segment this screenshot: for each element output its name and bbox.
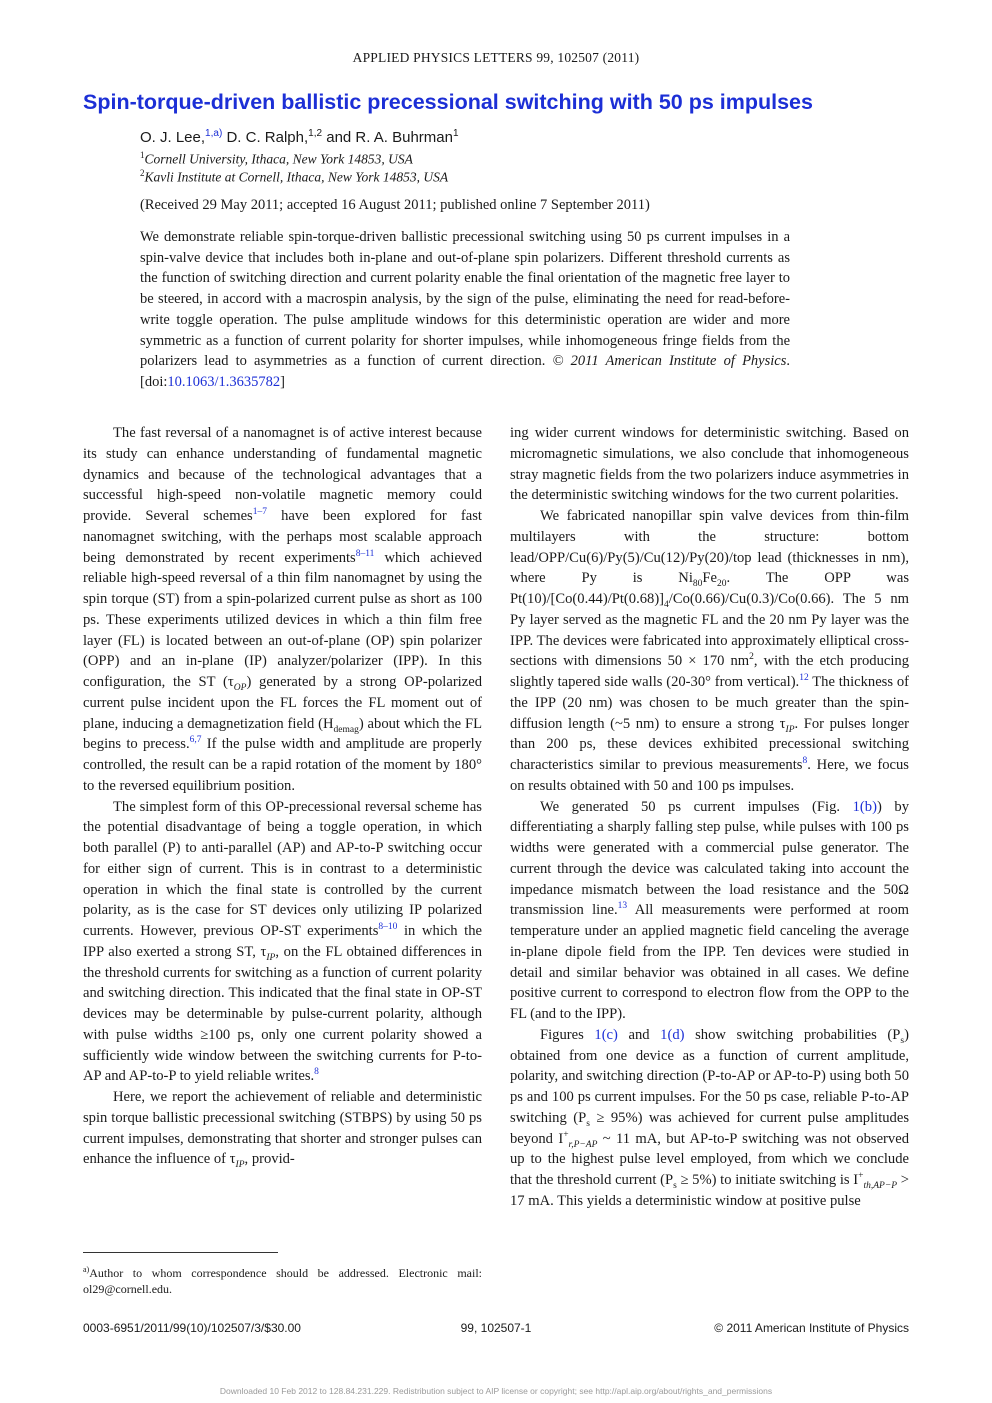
paper-title: Spin-torque-driven ballistic precessional switching with 50 ps impulses <box>83 90 813 114</box>
citation-link[interactable]: 1–7 <box>252 507 267 518</box>
author-affiliation-mark: 1 <box>452 128 459 139</box>
figure-reference-link[interactable]: 1(d) <box>660 1026 685 1043</box>
journal-header: APPLIED PHYSICS LETTERS 99, 102507 (2011) <box>352 50 640 65</box>
author-name: and R. A. Buhrman <box>322 129 453 146</box>
paragraph: The simplest form of this OP-precessional reversal scheme has the potential disadvantage of being a toggle operation, in which both parallel (P) to anti-parallel (AP) and AP-to-P switching occur for either sign of current. This is in contrast to a deterministic operation in which the final state is controlled by the current polarity, as is the case for ST devices only utilizing IP polarized currents. However, previous OP-ST experiments$^{8-10}$ in which the IPP also exerted a strong ST, $\tau_{IP}$, on the FL obtained differences in the threshold currents for switching as a function of current polarity and switching direction. This indicated that the final state in OP-ST devices may be determinable by pulse-current polarity, although with pulse widths ≥100 ps, only one current polarity showed a sufficiently wide window between the switching currents for P-to-AP and AP-to-P to yield reliable writes.$^8$ <box>83 798 483 1085</box>
footer-issn: 0003-6951/2011/99(10)/102507/3/$30.00 <box>83 1321 301 1335</box>
figure-reference-link[interactable]: 1(c) <box>594 1026 618 1043</box>
paragraph: We fabricated nanopillar spin valve devices from thin-film multilayers with the structure: bottom lead/OPP/Cu(6)/Py(5)/Cu(12)/Py(20)/top lead (thicknesses in nm), where Py is $Ni_{80}Fe_{20}$. The OPP was $Pt(10)/[Co(0.44)/Pt(0.68)]_4/Co(0.66)/Cu(0.3)/Co(0.66)$. The 5 nm Py layer served as the magnetic FL and the 20 nm Py layer was the IPP. The devices were fabricated into approximately elliptical cross-sections with dimensions 50 × 170 $nm^2$, with the etch producing slightly tapered side walls (20-30° from vertical).$^{12}$ The thickness of the IPP (20 nm) was chosen to be much greater than the spin-diffusion length (~5 nm) to ensure a strong $\tau_{IP}$. For pulses longer than 200 ps, these devices exhibited precessional switching characteristics similar to previous measurements$^8$. Here, we focus on results obtained with 50 and 100 ps impulses. <box>510 508 910 794</box>
received-dates: (Received 29 May 2011; accepted 16 August 2011; published online 7 September 2011) <box>140 197 650 213</box>
citation-link[interactable]: 13 <box>617 901 628 912</box>
download-notice: Downloaded 10 Feb 2012 to 128.84.231.229. Redistribution subject to AIP license or copyright; see http://apl.aip.org/about/rights_and_permissions <box>219 1386 773 1396</box>
paragraph: ing wider current windows for deterministic switching. Based on micromagnetic simulations, we also conclude that inhomogeneous stray magnetic fields from the two polarizers induce asymmetries in the deterministic switching windows for the two current polarities. <box>510 425 909 504</box>
author-affiliation-mark[interactable]: 1,a) <box>205 128 223 139</box>
abstract-copyright: © 2011 American Institute of Physics <box>552 353 787 370</box>
citation-link[interactable]: 6,7 <box>189 735 202 746</box>
paragraph: The fast reversal of a nanomagnet is of active interest because its study can enhance understanding of fundamental magnetic dynamics and because of the technological advantages that a successful high-speed non-volatile magnetic memory could provide. Several schemes$^{1-7}$ have been explored for fast nanomagnet switching, with the perhaps most scalable approach being demonstrated by recent experiments$^{8-11}$ which achieved reliable high-speed reversal of a thin film nanomagnet by using the spin torque (ST) from a spin-polarized current pulse as short as 100 ps. These experiments utilized devices in which a thin film free layer (FL) is located between an out-of-plane (OP) spin polarizer (OPP) and an in-plane (IP) analyzer/polarizer (IPP). In this configuration, the ST $(\tau_{OP})$ generated by a strong OP-polarized current pulse incident upon the FL forces the FL moment out of plane, inducing a demagnetization field $(H_{demag})$ about which the FL begins to precess.$^{6,7}$ If the pulse width and amplitude are properly controlled, the result can be a rapid rotation of the moment by 180° to the reversed equilibrium position. <box>83 425 482 794</box>
citation-link[interactable]: 8 <box>802 756 808 767</box>
figure-reference-link[interactable]: 1(b) <box>852 798 877 815</box>
paragraph: Figures 1(c) and 1(d) show switching probabilities $(P_s)$ obtained from one device as a function of current amplitude, polarity, and switching direction (P-to-AP or AP-to-P) using both 50 ps and 100 ps current impulses. For the 50 ps case, reliable P-to-AP switching $(P_s \ge 95\%)$ was achieved for current pulse amplitudes beyond $I^+_{r,P-AP}$ ~ 11 mA, but AP-to-P switching was not observed up to the highest pulse level employed, from which we conclude that the threshold current $(P_s \ge 5\%)$ to initiate switching is $I^+_{th,AP-P} > 17$ mA. This yields a deterministic window at positive pulse <box>510 1026 910 1209</box>
citation-link[interactable]: 8–11 <box>355 548 375 559</box>
author-name: D. C. Ralph, <box>222 129 309 146</box>
footnote: $^{a)}$Author to whom correspondence should be addressed. Electronic mail: ol29@cornell.edu. <box>83 1265 482 1296</box>
footer-copyright: © 2011 American Institute of Physics <box>714 1321 909 1335</box>
author-list <box>140 128 459 146</box>
author-name: O. J. Lee, <box>140 129 206 146</box>
paragraph: We generated 50 ps current impulses (Fig. 1(b)) by differentiating a sharply falling step pulse, while pulses with 100 ps widths were generated with a commercial pulse generator. The current through the device was calculated taking into account the impedance mismatch between the load resistance and the 50Ω transmission line.$^{13}$ All measurements were performed at room temperature under an applied magnetic field canceling the average in-plane dipole field from the IPP. Ten devices were studied in detail and similar behavior was obtained in all cases. We define positive current to correspond to electron flow from the OPP to the FL (and to the IPP). <box>510 798 909 1022</box>
right-column <box>510 423 909 1212</box>
abstract: We demonstrate reliable spin-torque-driven ballistic precessional switching using 50 ps current impulses in a spin-valve device that includes both in-plane and out-of-plane spin polarizers. Different threshold currents as the function of switching direction and current polarity enable the final orientation of the magnetic free layer to be steered, in accord with a macrospin analysis, by the sign of the pulse, eliminating the need for read-before-write toggle operation. The pulse amplitude windows for this deterministic operation are wider and more symmetric as a function of current polarity for shorter impulses, while inhomogeneous fringe fields from the polarizers lead to asymmetries as a function of current direction. © 2011 American Institute of Physics. [doi:10.1063/1.3635782] <box>140 229 790 390</box>
left-column <box>83 423 482 1170</box>
affiliation-2: $^2$Kavli Institute at Cornell, Ithaca, New York 14853, USA <box>140 168 449 185</box>
citation-link[interactable]: 12 <box>799 673 809 684</box>
author-affiliation-mark: 1,2 <box>308 128 323 139</box>
doi-link[interactable]: 10.1063/1.3635782 <box>167 373 281 390</box>
footnote-divider <box>83 1252 278 1253</box>
abstract-text: We demonstrate reliable spin-torque-driven ballistic precessional switching using 50 ps current impulses in a spin-valve device that includes both in-plane and out-of-plane spin polarizers. Different threshold currents as the function of switching direction and current polarity enable the final orientation of the magnetic free layer to be steered, in accord with a macrospin analysis, by the sign of the pulse, eliminating the need for read-before-write toggle operation. The pulse amplitude windows for this deterministic operation are wider and more symmetric as a function of current polarity for shorter impulses, while inhomogeneous fringe fields from the polarizers lead to asymmetries as a function of current direction. <box>140 229 790 370</box>
citation-link[interactable]: 8 <box>314 1067 319 1078</box>
citation-link[interactable]: 8–10 <box>378 922 398 933</box>
paragraph: Here, we report the achievement of reliable and deterministic spin torque ballistic precessional switching (STBPS) by using 50 ps current impulses, demonstrating that shorter and stronger pulses can enhance the influence of $\tau_{IP}$, provid- <box>83 1089 482 1171</box>
footer-page-number: 99, 102507-1 <box>460 1321 532 1335</box>
affiliation-1: $^1$Cornell University, Ithaca, New York 14853, USA <box>140 150 413 167</box>
